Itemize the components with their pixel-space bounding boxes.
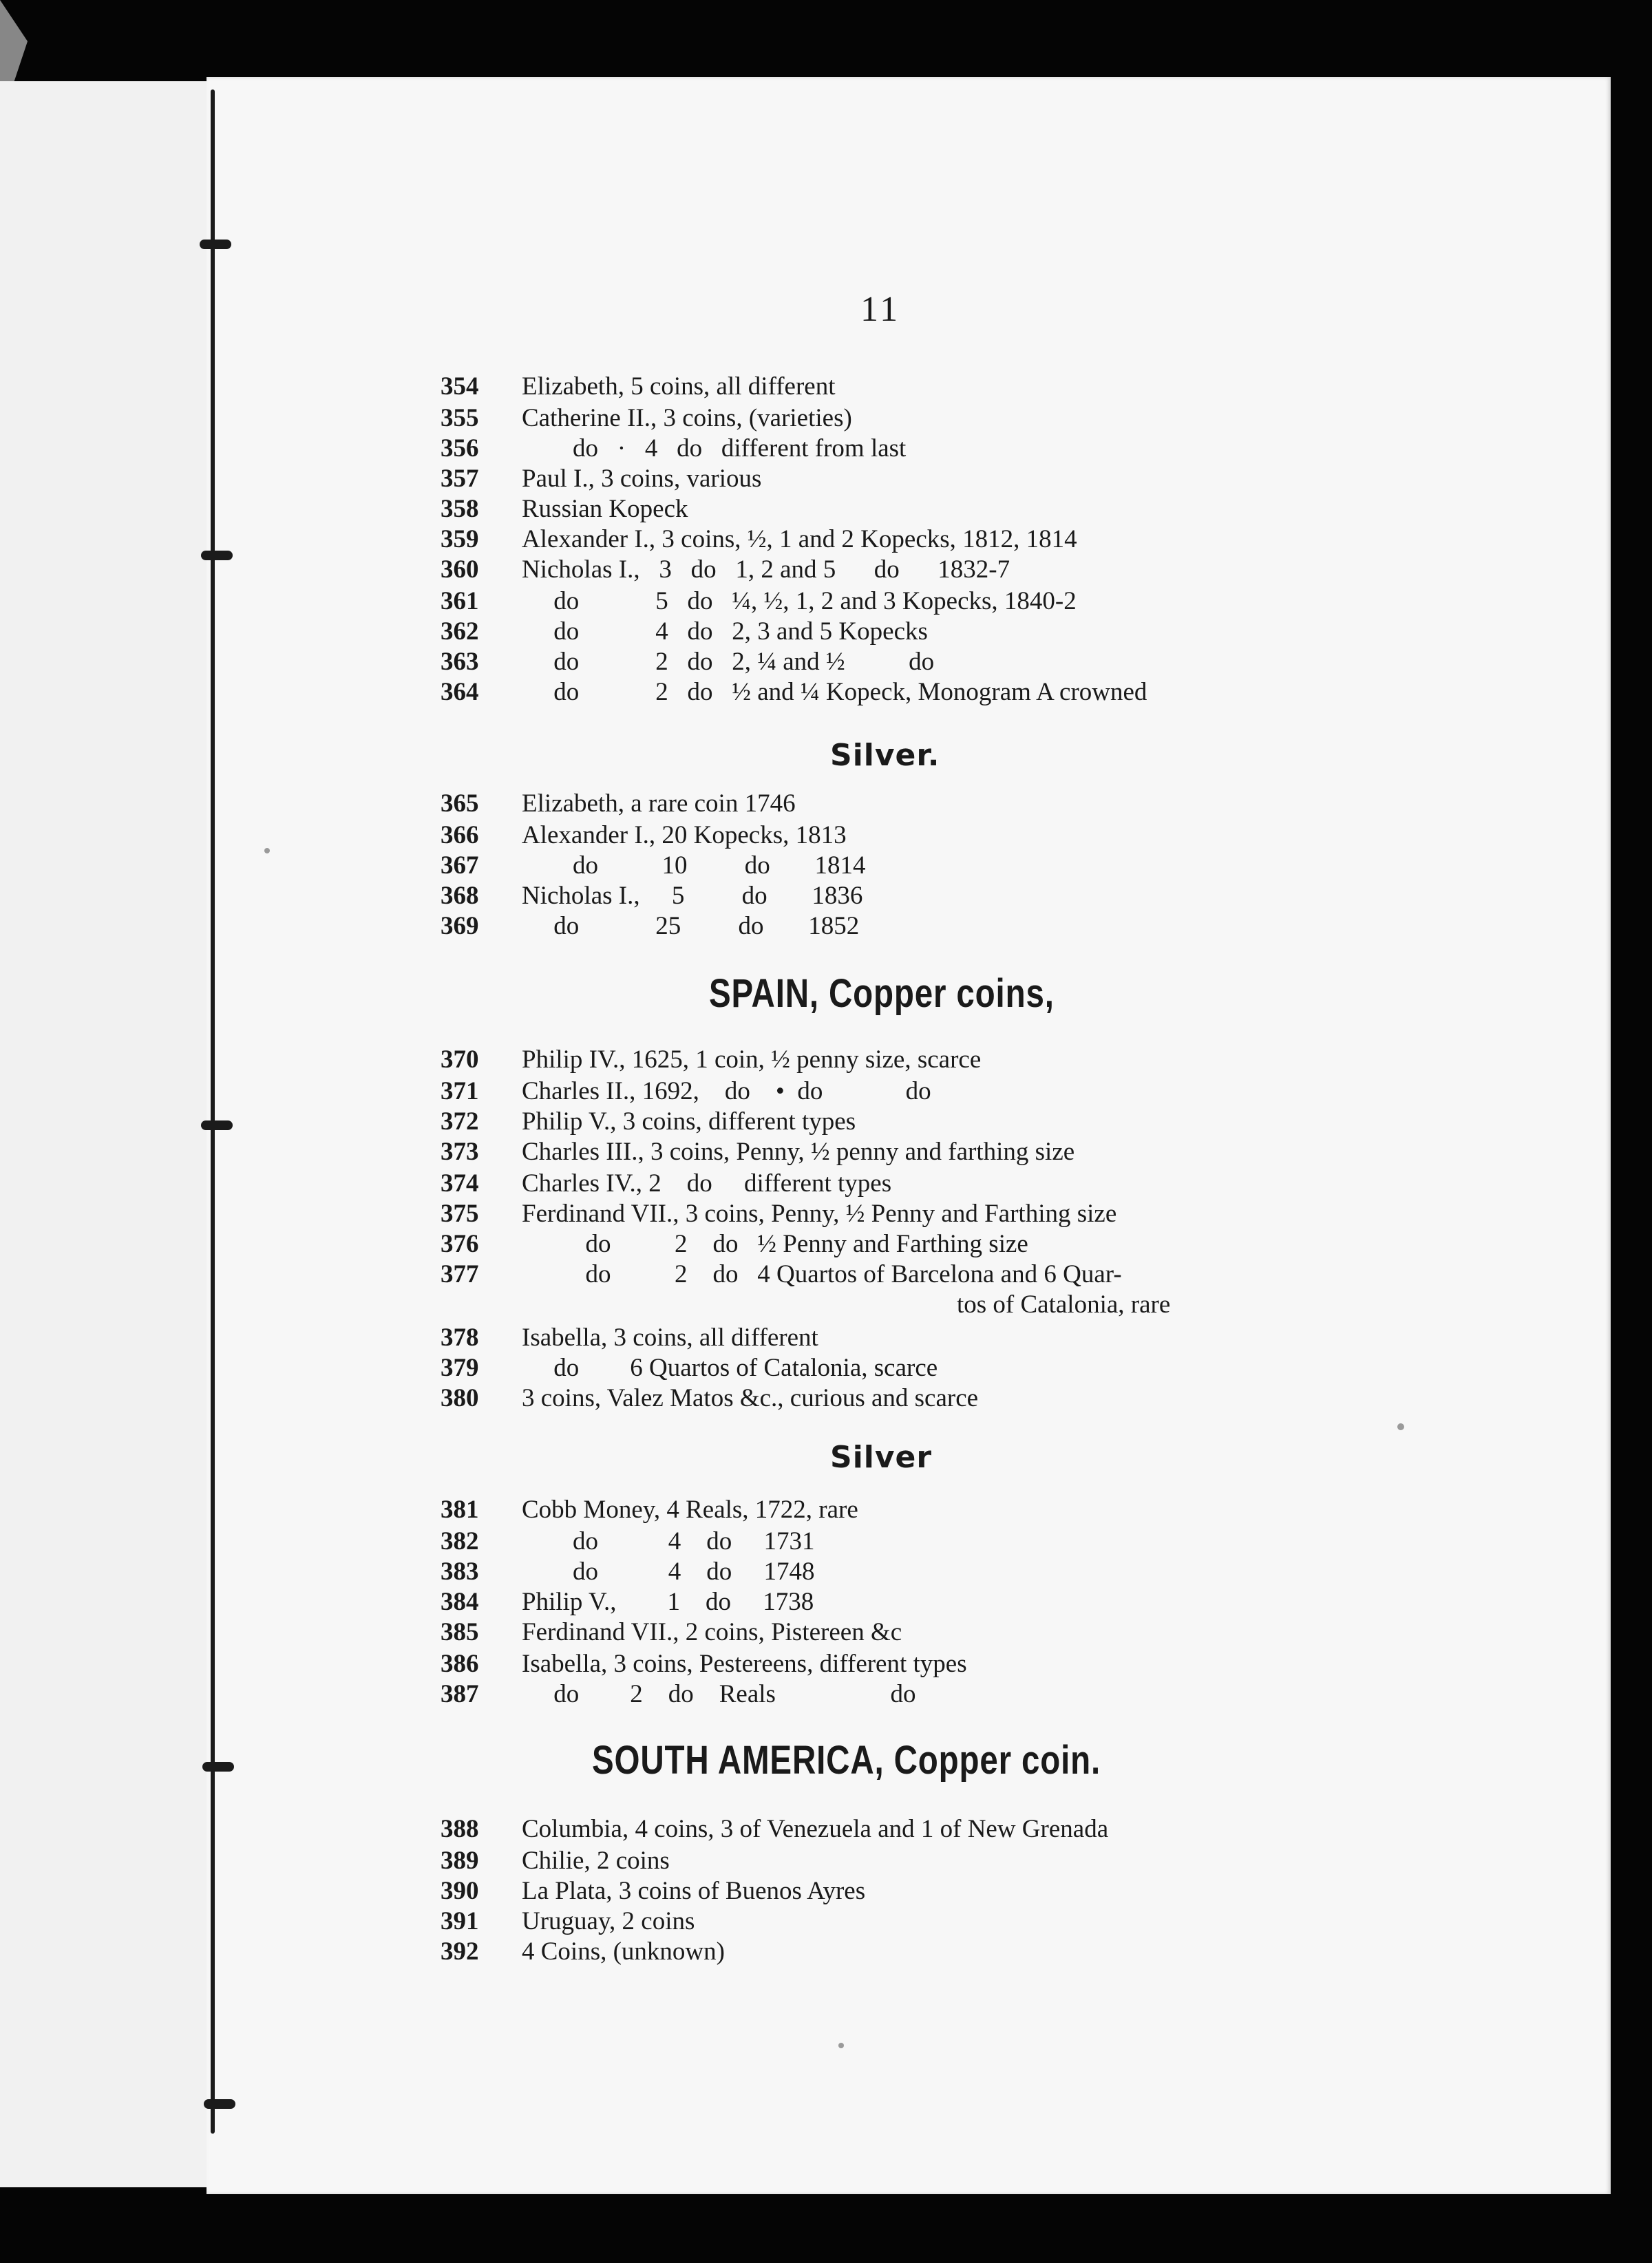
lot-description: 3 coins, Valez Matos &c., curious and scarce — [522, 1384, 979, 1412]
lot-description: Philip V., 3 coins, different types — [522, 1107, 856, 1136]
list-item — [441, 881, 862, 911]
lot-number: 366 — [441, 821, 479, 849]
list-item — [441, 1107, 856, 1137]
list-item — [441, 1076, 931, 1107]
lot-description: do 6 Quartos of Catalonia, scarce — [522, 1354, 938, 1382]
lot-number: 388 — [441, 1815, 479, 1843]
lot-description: Columbia, 4 coins, 3 of Venezuela and 1 of New Grenada — [522, 1815, 1109, 1843]
list-item — [441, 1814, 1108, 1845]
lot-number: 392 — [441, 1937, 479, 1966]
list-item — [441, 1679, 915, 1710]
lot-description: Alexander I., 20 Kopecks, 1813 — [522, 821, 847, 849]
lot-number: 391 — [441, 1907, 479, 1935]
lot-number: 373 — [441, 1138, 479, 1166]
list-item — [441, 1617, 902, 1648]
lot-description: Nicholas I., 3 do 1, 2 and 5 do 1832-7 — [522, 555, 1010, 584]
lot-description: do 4 do 1731 — [522, 1527, 815, 1555]
list-item — [441, 647, 934, 677]
lot-number: 385 — [441, 1618, 479, 1646]
lot-description: Ferdinand VII., 2 coins, Pistereen &c — [522, 1618, 902, 1646]
list-item — [441, 1937, 725, 1967]
lot-number: 360 — [441, 555, 479, 584]
list-item — [441, 586, 1077, 617]
paper-speck — [838, 2043, 844, 2048]
lot-number: 355 — [441, 404, 479, 432]
lot-description: do · 4 do different from last — [522, 434, 907, 463]
lot-number: 386 — [441, 1650, 479, 1678]
list-item — [441, 1353, 938, 1383]
lot-number: 374 — [441, 1169, 479, 1198]
lot-number: 368 — [441, 882, 479, 910]
lot-number: 389 — [441, 1847, 479, 1875]
lot-number: 365 — [441, 789, 479, 818]
lot-description: do 4 do 1748 — [522, 1558, 815, 1586]
lot-number: 369 — [441, 912, 479, 940]
list-item — [441, 372, 836, 402]
list-item — [441, 1323, 818, 1353]
list-item — [441, 1495, 858, 1525]
section-heading: SPAIN, Copper coins, — [709, 971, 1055, 1016]
lot-description: do 5 do ¼, ½, 1, 2 and 3 Kopecks, 1840-2 — [522, 587, 1077, 615]
lot-description: do 10 do 1814 — [522, 851, 866, 880]
lot-number: 361 — [441, 587, 479, 615]
lot-number: 382 — [441, 1527, 479, 1555]
lot-description: Charles II., 1692, do • do do — [522, 1077, 931, 1105]
lot-description: do 2 do 4 Quartos of Barcelona and 6 Quar- — [522, 1260, 1122, 1288]
lot-description: La Plata, 3 coins of Buenos Ayres — [522, 1877, 866, 1905]
lot-number: 376 — [441, 1230, 479, 1258]
lot-number: 380 — [441, 1384, 479, 1412]
list-item — [441, 1199, 1116, 1229]
lot-description: do 2 do Reals do — [522, 1680, 916, 1708]
list-item — [441, 820, 847, 851]
lot-number: 372 — [441, 1107, 479, 1136]
list-item — [441, 1137, 1074, 1167]
list-item — [441, 677, 1147, 708]
lot-number: 378 — [441, 1324, 479, 1352]
lot-number: 358 — [441, 495, 479, 523]
lot-number: 381 — [441, 1496, 479, 1524]
lot-number: 364 — [441, 678, 479, 706]
list-item — [441, 1169, 891, 1199]
lot-description: Charles III., 3 coins, Penny, ½ penny and farthing size — [522, 1138, 1075, 1166]
lot-number: 356 — [441, 434, 479, 463]
lot-description: Alexander I., 3 coins, ½, 1 and 2 Kopecks, 1812, 1814 — [522, 525, 1077, 553]
list-item — [441, 494, 688, 524]
lot-description: do 2 do ½ and ¼ Kopeck, Monogram A crowned — [522, 678, 1147, 706]
lot-number: 390 — [441, 1877, 479, 1905]
lot-description: do 4 do 2, 3 and 5 Kopecks — [522, 617, 928, 646]
lot-number: 354 — [441, 372, 479, 401]
list-item — [441, 1260, 1122, 1290]
list-item — [441, 1649, 967, 1679]
lot-description: do 2 do 2, ¼ and ½ do — [522, 648, 935, 676]
list-item — [441, 789, 796, 819]
list-item — [441, 851, 866, 881]
paper-speck — [1397, 1423, 1404, 1430]
list-item — [441, 1229, 1028, 1260]
lot-description: do 25 do 1852 — [522, 912, 860, 940]
list-item — [441, 911, 859, 942]
lot-description: do 2 do ½ Penny and Farthing size — [522, 1230, 1028, 1258]
section-heading: Silver — [830, 1440, 933, 1475]
page-number: 11 — [860, 290, 901, 329]
lot-description: Catherine II., 3 coins, (varieties) — [522, 404, 852, 432]
lot-number: 370 — [441, 1045, 479, 1074]
list-item — [441, 1846, 670, 1876]
list-item — [441, 1906, 695, 1937]
list-item — [441, 1383, 978, 1414]
lot-description: Philip IV., 1625, 1 coin, ½ penny size, scarce — [522, 1045, 982, 1074]
list-item — [441, 1876, 865, 1906]
lot-number: 384 — [441, 1588, 479, 1616]
lot-description: Charles IV., 2 do different types — [522, 1169, 892, 1198]
list-item — [441, 434, 906, 464]
list-item — [441, 403, 852, 434]
lot-description: Elizabeth, a rare coin 1746 — [522, 789, 796, 818]
lot-number: 379 — [441, 1354, 479, 1382]
lot-number: 363 — [441, 648, 479, 676]
paper-speck — [264, 848, 270, 853]
lot-description: Russian Kopeck — [522, 495, 688, 523]
list-item — [441, 1527, 815, 1557]
lot-description: Uruguay, 2 coins — [522, 1907, 695, 1935]
list-item — [441, 524, 1077, 555]
lot-description: Elizabeth, 5 coins, all different — [522, 372, 836, 401]
list-item — [441, 464, 761, 494]
lot-number: 383 — [441, 1558, 479, 1586]
lot-number: 375 — [441, 1200, 479, 1228]
lot-description: Nicholas I., 5 do 1836 — [522, 882, 863, 910]
section-heading: SOUTH AMERICA, Copper coin. — [592, 1738, 1101, 1783]
lot-number: 359 — [441, 525, 479, 553]
section-heading: Silver. — [830, 738, 940, 773]
lot-number: 387 — [441, 1680, 479, 1708]
lot-number: 367 — [441, 851, 479, 880]
lot-number: 362 — [441, 617, 479, 646]
list-item — [441, 555, 1010, 585]
lot-description: Isabella, 3 coins, Pestereens, different types — [522, 1650, 967, 1678]
list-item — [441, 617, 928, 647]
list-item — [441, 1045, 981, 1075]
lot-description: Chilie, 2 coins — [522, 1847, 670, 1875]
list-item — [441, 1587, 814, 1617]
lot-number: 371 — [441, 1077, 479, 1105]
lot-description: Ferdinand VII., 3 coins, Penny, ½ Penny and Farthing size — [522, 1200, 1117, 1228]
lot-description: Philip V., 1 do 1738 — [522, 1588, 814, 1616]
lot-description: Isabella, 3 coins, all different — [522, 1324, 818, 1352]
lot-number: 357 — [441, 465, 479, 493]
lot-number: 377 — [441, 1260, 479, 1288]
lot-description-continued: tos of Catalonia, rare — [957, 1290, 1171, 1319]
lot-description: Cobb Money, 4 Reals, 1722, rare — [522, 1496, 858, 1524]
lot-description: Paul I., 3 coins, various — [522, 465, 762, 493]
list-item — [441, 1557, 815, 1587]
lot-description: 4 Coins, (unknown) — [522, 1937, 725, 1966]
